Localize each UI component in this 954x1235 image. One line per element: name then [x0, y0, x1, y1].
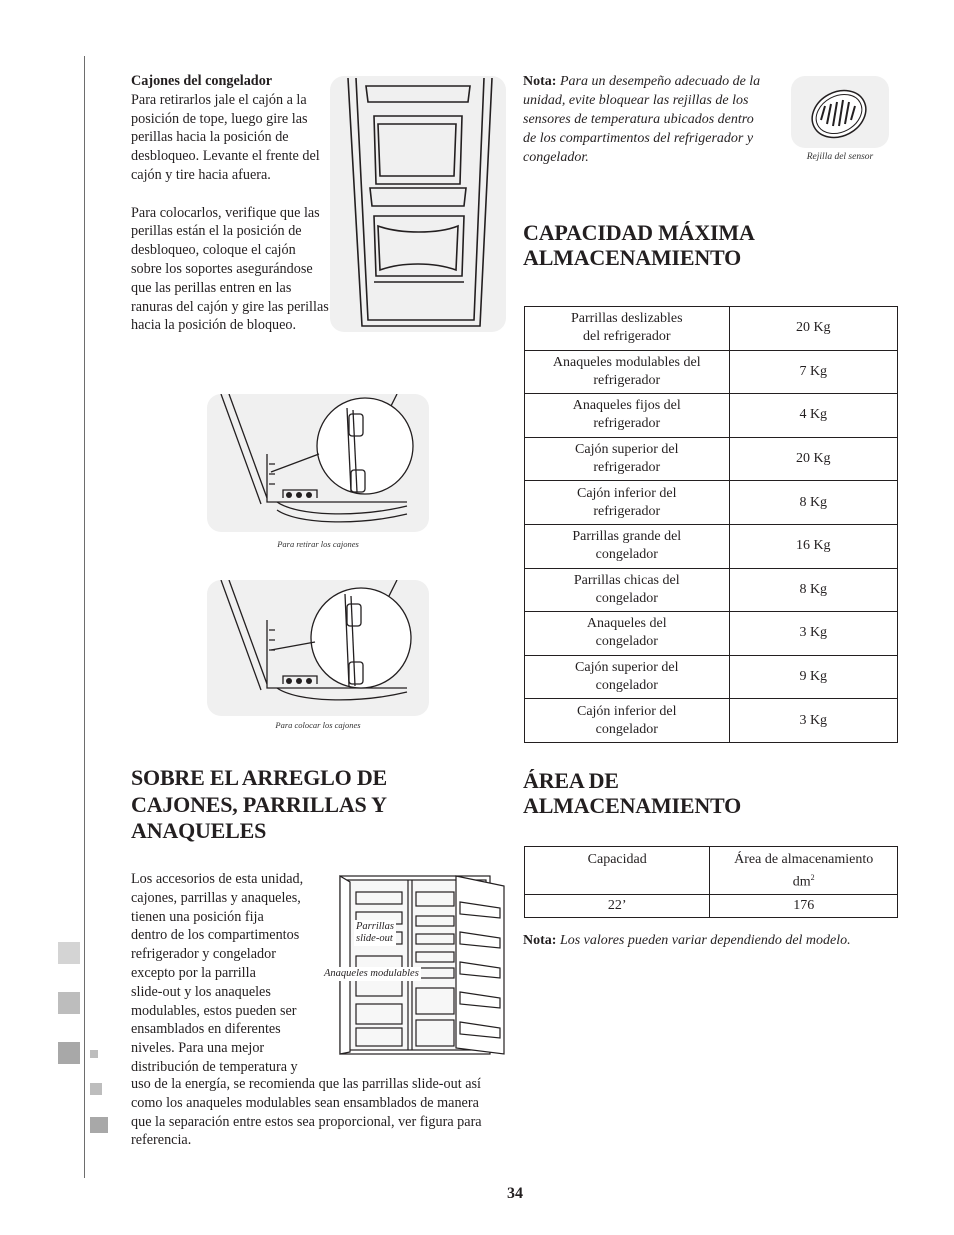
- capacity-row: [525, 394, 898, 438]
- decor-square-4: [90, 1050, 98, 1058]
- capacity-value: 20 Kg: [729, 307, 897, 351]
- place-drawers-illustration: [207, 580, 429, 716]
- capacity-item: Anaqueles del congelador: [525, 612, 730, 656]
- capacity-value: 7 Kg: [729, 350, 897, 394]
- capacity-row: [525, 524, 898, 568]
- decor-square-2: [58, 992, 80, 1014]
- arrangement-text-tail: uso de la energía, se recomienda que las parrillas slide-out así como los anaqueles modulables sean ensamblados de manera que la separación entre estos sea proporcional, ver figura para referencia.: [131, 1076, 482, 1149]
- capacity-item: Parrillas grande del congelador: [525, 524, 730, 568]
- capacity-row: [525, 307, 898, 351]
- refrigerator-illustration: [336, 872, 508, 1058]
- sensor-note-label: Nota:: [523, 74, 557, 89]
- capacity-item: Cajón superior del congelador: [525, 655, 730, 699]
- storage-area-heading-line2: ALMACENAMIENTO: [523, 793, 742, 818]
- capacity-row: [525, 481, 898, 525]
- capacity-item: Parrillas chicas del congelador: [525, 568, 730, 612]
- arrangement-line: slide-out y los anaqueles: [131, 983, 271, 1000]
- models-note: [523, 931, 903, 950]
- freezer-drawers-place-text: Para colocarlos, verifique que las perillas están el la posición de desbloqueo, coloque el cajón sobre los soportes asegurándose que las perillas entren en las ranuras del cajón y gire las perillas hacia la posición de bloqueo.: [131, 204, 329, 334]
- capacity-value: 8 Kg: [729, 481, 897, 525]
- capacity-row: [525, 568, 898, 612]
- refrigerator-drawing: [336, 872, 508, 1058]
- capacity-item: Anaqueles fijos del refrigerador: [525, 394, 730, 438]
- capacity-row: [525, 350, 898, 394]
- arrangement-line: niveles. Para una mejor: [131, 1040, 265, 1057]
- freezer-drawer-drawing: [330, 76, 506, 332]
- capacity-value: 3 Kg: [729, 699, 897, 743]
- capacity-value: 3 Kg: [729, 612, 897, 656]
- storage-area-col1-header: Capacidad: [525, 847, 710, 895]
- arrangement-line: modulables, estos pueden ser: [131, 1002, 297, 1019]
- capacity-item: Cajón inferior del congelador: [525, 699, 730, 743]
- capacity-row: [525, 655, 898, 699]
- storage-area-capacity-value: 22’: [525, 894, 710, 917]
- remove-drawers-caption: Para retirar los cajones: [277, 539, 359, 549]
- arrangement-line: cajones, parrillas y anaqueles,: [131, 889, 301, 906]
- capacity-heading-line2: ALMACENAMIENTO: [523, 245, 742, 270]
- modular-shelves-label: Anaqueles modulables: [324, 968, 419, 979]
- decor-square-1: [58, 942, 80, 964]
- sensor-caption: Rejilla del sensor: [806, 152, 874, 162]
- storage-area-col2-header: Área de almacenamiento $dm^2$: [710, 847, 898, 895]
- capacity-item: Cajón inferior del refrigerador: [525, 481, 730, 525]
- arrangement-heading-line3: ANAQUELES: [131, 818, 267, 843]
- sensor-note-text: Para un desempeño adecuado de la unidad, evite bloquear las rejillas de los sensores de temperatura ubicados dentro de los compartimentos del refrigerador y congelador.: [523, 74, 761, 165]
- storage-area-heading-line1: ÁREA DE: [523, 768, 619, 793]
- storage-area-table: [524, 846, 898, 918]
- freezer-drawers-remove-text: Para retirarlos jale el cajón a la posición de tope, luego gire las perillas hacia la posición de desbloqueo. Levante el frente del cajón y tire hacia afuera.: [131, 91, 320, 183]
- arrangement-heading-line1: SOBRE EL ARREGLO DE: [131, 765, 387, 790]
- capacity-item: Anaqueles modulables del refrigerador: [525, 350, 730, 394]
- capacity-item: Cajón superior del refrigerador: [525, 437, 730, 481]
- sensor-note: [523, 72, 769, 167]
- page-number: 34: [507, 1185, 523, 1202]
- storage-area-heading: [523, 768, 853, 818]
- arrangement-text: [131, 870, 331, 1077]
- place-drawers-caption: Para colocar los cajones: [275, 720, 361, 730]
- arrangement-heading-line2: CAJONES, PARRILLAS Y: [131, 791, 387, 817]
- arrangement-line: excepto por la parrilla: [131, 964, 256, 981]
- storage-area-area-value: 176: [710, 894, 898, 917]
- storage-area-data-row: [525, 894, 898, 917]
- sensor-grille-illustration: [791, 76, 889, 148]
- capacity-row: [525, 699, 898, 743]
- capacity-value: 4 Kg: [729, 394, 897, 438]
- arrangement-line: tienen una posición fija: [131, 908, 264, 925]
- remove-drawers-drawing: [207, 394, 429, 532]
- arrangement-line: ensamblados en diferentes: [131, 1021, 281, 1038]
- freezer-drawer-illustration: [330, 76, 506, 332]
- capacity-value: 9 Kg: [729, 655, 897, 699]
- arrangement-line: Los accesorios de esta unidad,: [131, 871, 304, 887]
- capacity-value: 20 Kg: [729, 437, 897, 481]
- remove-drawers-illustration: [207, 394, 429, 532]
- capacity-value: 8 Kg: [729, 568, 897, 612]
- decor-square-6: [90, 1117, 108, 1133]
- capacity-heading: [523, 220, 853, 270]
- capacity-row: [525, 612, 898, 656]
- arrangement-line: distribución de temperatura y: [131, 1058, 298, 1075]
- margin-rule: [84, 56, 85, 1178]
- slide-out-shelves-label: Parrillas slide-out: [356, 921, 394, 944]
- storage-area-header-row: [525, 847, 898, 895]
- capacity-value: 16 Kg: [729, 524, 897, 568]
- capacity-row: [525, 437, 898, 481]
- decor-square-3: [58, 1042, 80, 1064]
- arrangement-line: dentro de los compartimentos: [131, 927, 300, 944]
- freezer-drawers-section: [131, 72, 329, 335]
- models-note-label: Nota:: [523, 933, 557, 948]
- sensor-grille-icon: [791, 76, 889, 148]
- capacity-table: [524, 306, 898, 743]
- capacity-item: Parrillas deslizables del refrigerador: [525, 307, 730, 351]
- models-note-text: Los valores pueden variar dependiendo del modelo.: [559, 933, 851, 948]
- arrangement-line: refrigerador y congelador: [131, 946, 276, 963]
- arrangement-heading: [131, 765, 471, 845]
- freezer-drawers-title: Cajones del congelador: [131, 73, 273, 89]
- decor-square-5: [90, 1083, 102, 1095]
- place-drawers-drawing: [207, 580, 429, 716]
- capacity-heading-line1: CAPACIDAD MÁXIMA: [523, 220, 755, 245]
